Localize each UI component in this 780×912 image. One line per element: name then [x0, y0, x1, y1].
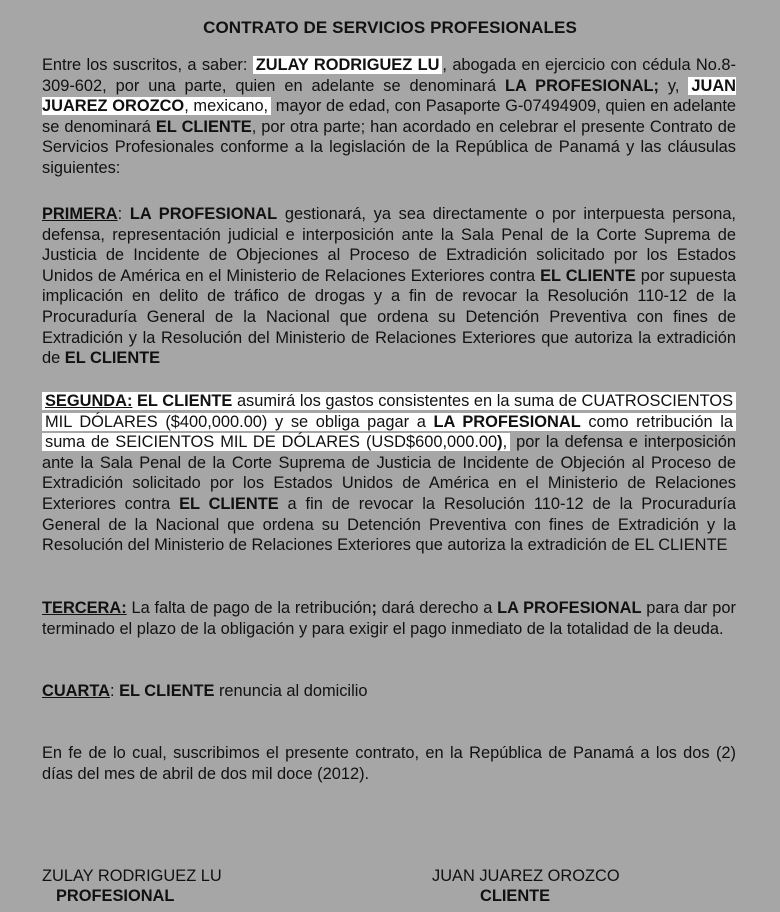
- tercera-bold-1: ;: [371, 599, 377, 617]
- party-name-cliente: JUAN JUAREZ OROZCO: [42, 76, 737, 116]
- segunda-text-4: por la defensa e interposición ante la Sala Penal de la Corte Suprema de Justicia de Incidente de Objeción al Proceso de Extradición solicitado por los Estados Unidos de América en el Ministerio de Relaciones Exteriores contra: [42, 433, 736, 513]
- intro-nationality: , mexicano,: [184, 97, 269, 116]
- signature-cliente: [432, 866, 620, 906]
- primera-bold-3: EL CLIENTE: [64, 349, 161, 368]
- intro-text-6: , por otra parte; han acordado en celebrar el presente Contrato de Servicios Profesionales conforme a la legislación de la República de Panamá y las cláusulas siguientes:: [42, 117, 736, 177]
- signature-name: JUAN JUAREZ OROZCO: [432, 867, 620, 885]
- segunda-text-2: como retribución la suma de SEICIENTOS MIL DE DÓLARES (USD$600,000.00: [45, 412, 733, 452]
- segunda-bold-3: ): [497, 433, 503, 452]
- tercera-text-2: dará derecho a: [376, 599, 498, 617]
- tercera-text-1: La falta de pago de la retribución: [126, 599, 372, 617]
- party-name-profesional: ZULAY RODRIGUEZ LU: [253, 56, 443, 74]
- tercera-bold-2: LA PROFESIONAL: [497, 599, 642, 617]
- primera-text-2: gestionará, ya sea directamente o por interpuesta persona, defensa, representación judicial e interposición ante la Sala Penal de la Corte Suprema de Justicia de Incidente de Objeciones al Proceso de Extradición solicitado por los Estados Unidos de América en el Ministerio de Relaciones Exteriores contra: [42, 205, 736, 285]
- primera-text-3: por supuesta implicación en delito de tráfico de drogas y a fin de revocar la Resolución 110-12 de la Procuraduría General de la Nacional que ordena su Detención Preventiva con fines de Extradición y la Resolución del Ministerio de Relaciones Exteriores que autoriza la extradición de: [42, 266, 736, 368]
- clause-cuarta: [42, 681, 736, 702]
- cuarta-bold-1: EL CLIENTE: [119, 682, 215, 700]
- tercera-text-3: para dar por terminado el plazo de la obligación y para exigir el pago inmediato de la totalidad de la deuda.: [42, 599, 736, 638]
- segunda-text-5: a fin de revocar la Resolución 110-12 de la Procuraduría General de la Nacional que ordena su Detención Preventiva con fines de Extradición y la Resolución del Ministerio de Relaciones Exteriores que autoriza la extradición de EL CLIENTE: [42, 494, 736, 555]
- clause-heading-primera: PRIMERA: [42, 205, 118, 223]
- clause-segunda: [42, 391, 736, 556]
- segunda-text-3: ,: [502, 433, 508, 452]
- intro-bold-cliente: EL CLIENTE: [155, 117, 252, 136]
- intro-text-3: y,: [659, 76, 689, 95]
- intro-paragraph: [42, 55, 736, 179]
- segunda-bold-1: EL CLIENTE: [132, 392, 233, 410]
- signature-name: ZULAY RODRIGUEZ LU: [42, 867, 222, 885]
- signature-role: PROFESIONAL: [56, 887, 175, 905]
- document-title: CONTRATO DE SERVICIOS PROFESIONALES: [203, 18, 577, 37]
- intro-text-1: Entre los suscritos, a saber:: [42, 56, 253, 74]
- primera-bold-1: LA PROFESIONAL: [129, 205, 278, 223]
- segunda-bold-2: LA PROFESIONAL: [433, 412, 581, 431]
- clause-heading-tercera: TERCERA:: [42, 599, 127, 617]
- intro-text-2: , abogada en ejercicio con cédula No.8-309-602, por una parte, quien en adelante se denominará: [42, 56, 736, 95]
- primera-text-1: :: [117, 205, 130, 223]
- clause-primera: [42, 204, 736, 369]
- clause-heading-cuarta: CUARTA: [42, 682, 110, 700]
- clause-heading-segunda: SEGUNDA:: [45, 392, 133, 410]
- signature-profesional: [42, 866, 222, 906]
- clause-tercera: [42, 598, 736, 639]
- intro-text-5: mayor de edad, con Pasaporte G-07494909, quien en adelante se denominará: [42, 97, 737, 136]
- cuarta-text-1: :: [109, 682, 120, 700]
- segunda-bold-4: EL CLIENTE: [179, 494, 279, 513]
- closing-paragraph: En fe de lo cual, suscribimos el presente contrato, en la República de Panamá a los dos (2) días del mes de abril de dos mil doce (2012).: [42, 744, 736, 783]
- cuarta-text-2: renuncia al domicilio: [214, 682, 368, 700]
- intro-bold-profesional: LA PROFESIONAL;: [505, 76, 659, 95]
- primera-bold-2: EL CLIENTE: [540, 266, 636, 285]
- segunda-text-1: asumirá los gastos consistentes en la suma de CUATROSCIENTOS MIL DÓLARES ($400,000.00) y se obliga pagar a: [45, 392, 733, 431]
- signature-role: CLIENTE: [480, 887, 551, 905]
